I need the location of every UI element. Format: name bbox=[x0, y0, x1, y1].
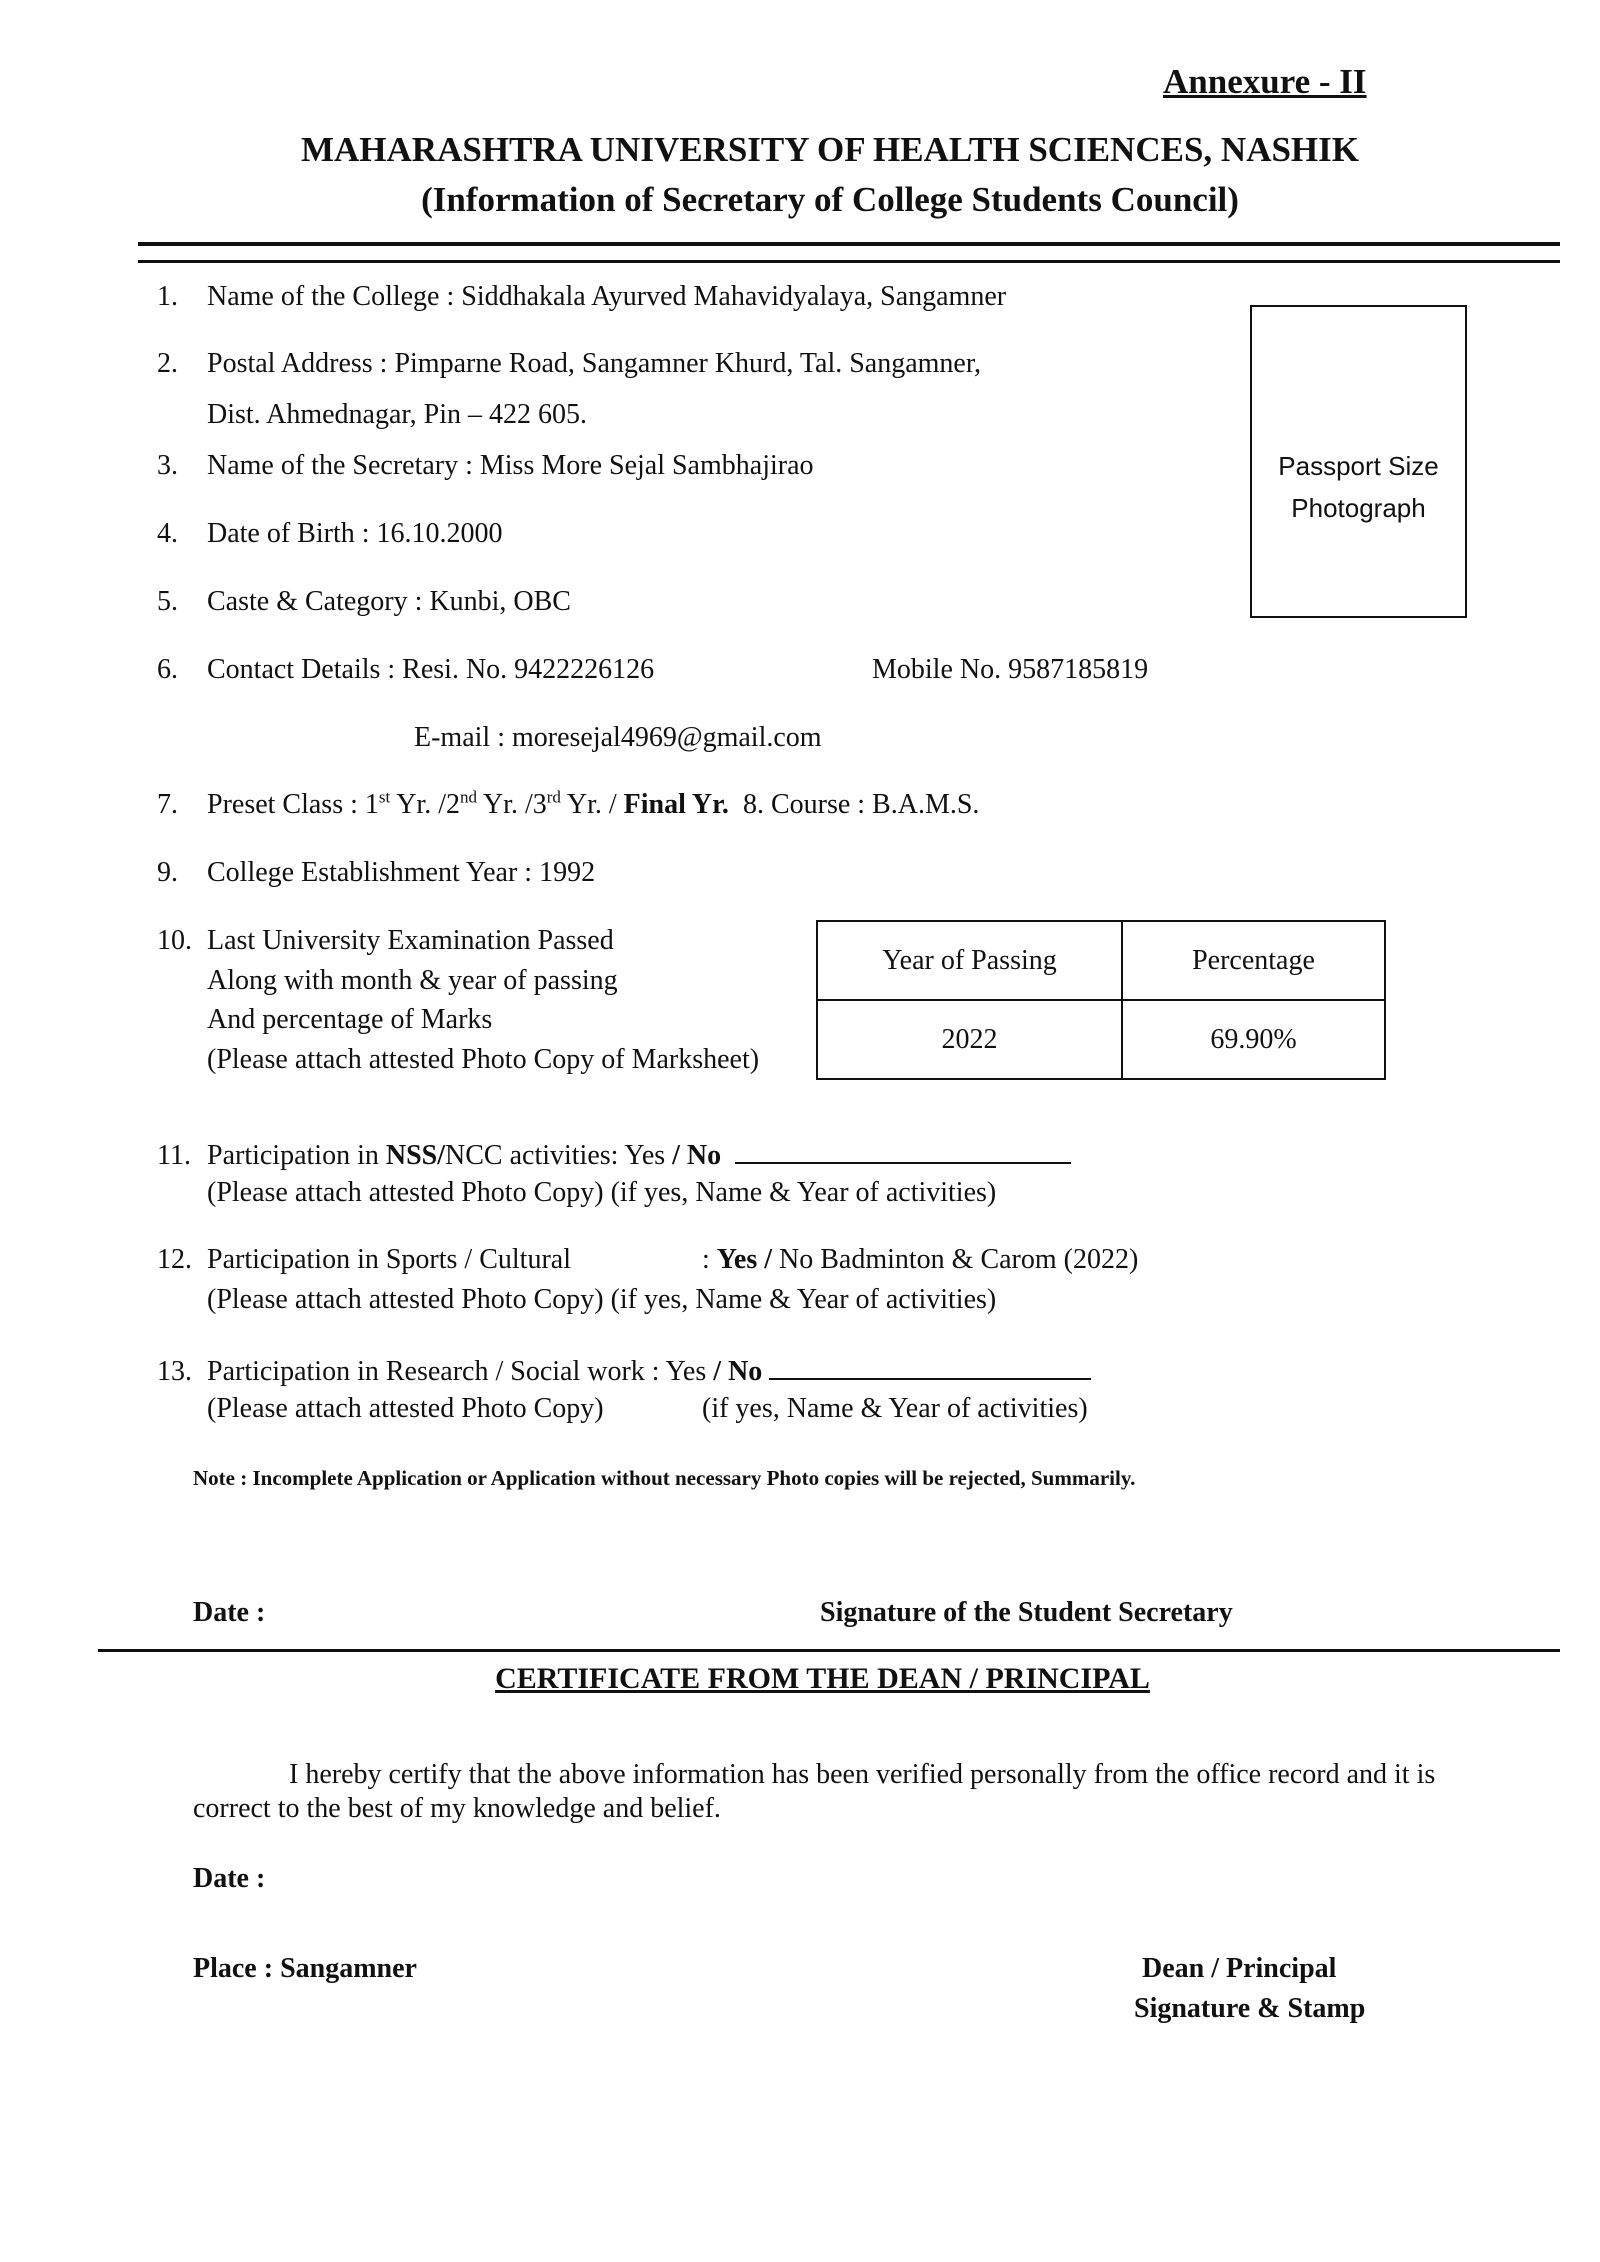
item-number: 12. bbox=[157, 1244, 192, 1275]
signature-stamp-label: Signature & Stamp bbox=[1134, 1993, 1366, 2024]
sports-yes-selected: Yes / bbox=[716, 1244, 773, 1275]
rejection-note: Note : Incomplete Application or Application without necessary Photo copies will be rejected, Summarily. bbox=[193, 1466, 1136, 1490]
photo-box-line1: Passport Size bbox=[1278, 451, 1439, 481]
table-cell-year: 2022 bbox=[817, 1000, 1122, 1079]
item-establishment bbox=[157, 856, 595, 890]
sports-rest: No Badminton & Carom (2022) bbox=[772, 1244, 1139, 1275]
form-subtitle: (Information of Secretary of College Students Council) bbox=[421, 180, 1239, 219]
exam-line4: (Please attach attested Photo Copy of Marksheet) bbox=[207, 1044, 760, 1075]
dean-label: Dean / Principal bbox=[1142, 1953, 1337, 1984]
research-label: Participation in Research / Social work : Yes bbox=[207, 1356, 714, 1387]
item-number: 10. bbox=[157, 925, 192, 956]
item-exam bbox=[157, 924, 614, 958]
address-line1: Postal Address : Pimparne Road, Sangamner Khurd, Tal. Sangamner, bbox=[207, 348, 982, 379]
item-contact bbox=[157, 653, 654, 687]
class-sup-3: rd bbox=[546, 787, 561, 807]
header-divider-thick bbox=[138, 242, 1560, 246]
nss-selected: NSS/ bbox=[385, 1140, 446, 1171]
class-mid-2: Yr. /3 bbox=[476, 789, 547, 820]
research-no-selected: / No bbox=[713, 1356, 763, 1387]
marks-table bbox=[816, 920, 1386, 1080]
item-number: 9. bbox=[157, 857, 178, 888]
dob-text: Date of Birth : 16.10.2000 bbox=[207, 518, 503, 549]
passport-photo-box bbox=[1250, 305, 1467, 618]
item-secretary bbox=[157, 449, 814, 483]
exam-line2: Along with month & year of passing bbox=[207, 965, 618, 996]
item-number: 4. bbox=[157, 518, 178, 549]
item-number: 2. bbox=[157, 348, 178, 379]
nss-blank-line bbox=[735, 1136, 1071, 1164]
section-divider bbox=[98, 1649, 1560, 1652]
class-sup-2: nd bbox=[459, 787, 477, 807]
item-dob bbox=[157, 517, 503, 551]
college-text: Name of the College : Siddhakala Ayurved Mahavidyalaya, Sangamner bbox=[207, 281, 1007, 312]
sports-answer bbox=[702, 1243, 1138, 1277]
nss-no-selected: / No bbox=[672, 1140, 722, 1171]
annexure-label: Annexure - II bbox=[1163, 62, 1367, 101]
item-number: 1. bbox=[157, 281, 178, 312]
nss-mid: NCC activities: Yes bbox=[445, 1140, 673, 1171]
place-label: Place : Sangamner bbox=[193, 1953, 417, 1984]
class-mid-1: Yr. /2 bbox=[390, 789, 460, 820]
caste-text: Caste & Category : Kunbi, OBC bbox=[207, 586, 571, 617]
university-title: MAHARASHTRA UNIVERSITY OF HEALTH SCIENCES, NASHIK bbox=[301, 130, 1359, 169]
secretary-text: Name of the Secretary : Miss More Sejal Sambhajirao bbox=[207, 450, 814, 481]
class-mid-3: Yr. / bbox=[560, 789, 624, 820]
student-signature-label: Signature of the Student Secretary bbox=[820, 1597, 1233, 1628]
photo-box-line2: Photograph bbox=[1291, 493, 1426, 523]
certificate-date-label: Date : bbox=[193, 1863, 266, 1894]
sports-colon: : bbox=[702, 1244, 717, 1275]
course-text: 8. Course : B.A.M.S. bbox=[742, 789, 980, 820]
sports-note: (Please attach attested Photo Copy) (if yes, Name & Year of activities) bbox=[207, 1284, 997, 1315]
item-nss bbox=[157, 1136, 1071, 1173]
nss-note: (Please attach attested Photo Copy) (if yes, Name & Year of activities) bbox=[207, 1177, 997, 1208]
exam-line3: And percentage of Marks bbox=[207, 1004, 493, 1035]
certificate-title: CERTIFICATE FROM THE DEAN / PRINCIPAL bbox=[495, 1662, 1150, 1695]
class-final-selected: Final Yr. bbox=[623, 789, 729, 820]
contact-mobile: Mobile No. 9587185819 bbox=[872, 654, 1149, 685]
establishment-text: College Establishment Year : 1992 bbox=[207, 857, 596, 888]
research-note-1: (Please attach attested Photo Copy) bbox=[207, 1393, 604, 1424]
sports-label: Participation in Sports / Cultural bbox=[207, 1244, 571, 1275]
item-sports bbox=[157, 1243, 571, 1277]
address-line2: Dist. Ahmednagar, Pin – 422 605. bbox=[207, 399, 587, 430]
item-caste bbox=[157, 585, 571, 619]
item-class bbox=[157, 788, 979, 822]
item-number: 11. bbox=[157, 1140, 191, 1171]
item-number: 13. bbox=[157, 1356, 192, 1387]
item-number: 5. bbox=[157, 586, 178, 617]
item-address bbox=[157, 347, 981, 381]
table-header-percentage: Percentage bbox=[1122, 921, 1385, 1000]
item-college bbox=[157, 280, 1006, 314]
contact-resi: Contact Details : Resi. No. 9422226126 bbox=[207, 654, 655, 685]
nss-prefix: Participation in bbox=[207, 1140, 386, 1171]
contact-email: E-mail : moresejal4969@gmail.com bbox=[414, 722, 822, 753]
item-research bbox=[157, 1352, 1091, 1389]
class-prefix: Preset Class : 1 bbox=[207, 789, 379, 820]
date-label: Date : bbox=[193, 1597, 266, 1628]
table-header-row bbox=[817, 921, 1385, 1000]
research-blank-line bbox=[769, 1352, 1091, 1380]
exam-line1: Last University Examination Passed bbox=[207, 925, 614, 956]
item-number: 6. bbox=[157, 654, 178, 685]
item-number: 7. bbox=[157, 789, 178, 820]
table-header-year: Year of Passing bbox=[817, 921, 1122, 1000]
header-divider-thin bbox=[138, 260, 1560, 263]
table-row bbox=[817, 1000, 1385, 1079]
table-cell-percentage: 69.90% bbox=[1122, 1000, 1385, 1079]
research-note-2: (if yes, Name & Year of activities) bbox=[702, 1393, 1088, 1424]
item-number: 3. bbox=[157, 450, 178, 481]
certificate-body: I hereby certify that the above information has been verified personally from the office record and it is correct to the best of my knowledge and belief. bbox=[193, 1759, 1436, 1824]
class-sup-1: st bbox=[378, 787, 391, 807]
